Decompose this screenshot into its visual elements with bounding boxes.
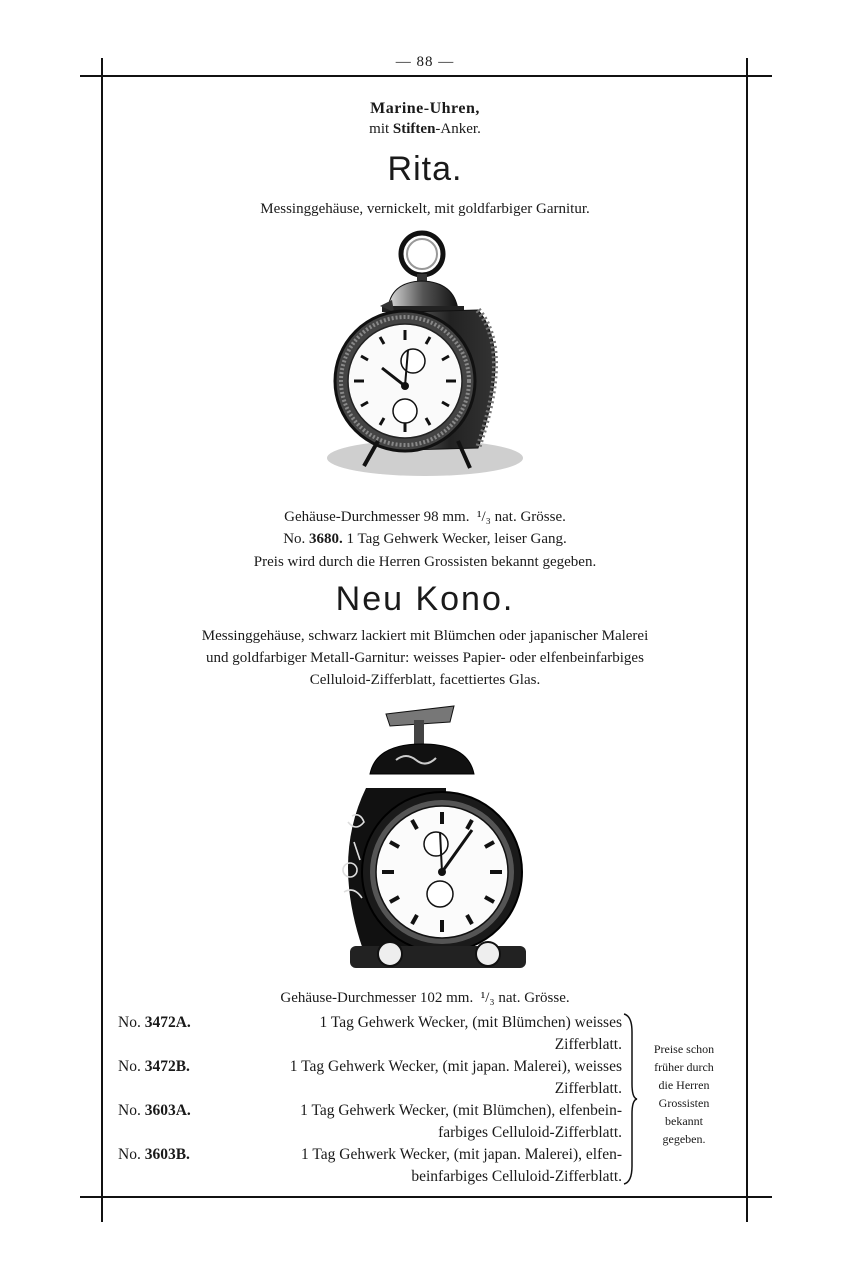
list-item: No. 3603A. 1 Tag Gehwerk Wecker, (mit Blümchen), elfenbein- farbiges Celluloid-Zifferblatt.: [118, 1102, 622, 1141]
kono-title: Neu Kono.: [335, 580, 515, 618]
rita-order: No. 3680. 1 Tag Gehwerk Wecker, leiser Gang.: [283, 531, 567, 547]
price-note-line: früher durch: [654, 1060, 714, 1074]
price-note-line: bekannt: [665, 1114, 703, 1128]
page-number: — 88 —: [395, 54, 455, 70]
price-note-line: gegeben.: [662, 1132, 706, 1146]
section-heading: Marine-Uhren,: [370, 100, 480, 117]
rita-title: Rita.: [387, 150, 463, 188]
top-rule: [80, 75, 772, 77]
rita-figure-caption: Gehäuse-Durchmesser 98 mm. ¹/₃ nat. Grösse.: [284, 509, 566, 525]
decorated-alarm-clock-illustration-icon: [326, 702, 526, 977]
alarm-clock-illustration-icon: [320, 226, 530, 496]
section-subheading: mit Stiften-Anker.: [369, 121, 481, 137]
price-note-line: Preise schon: [653, 1042, 715, 1056]
list-item: No. 3472B. 1 Tag Gehwerk Wecker, (mit japan. Malerei), weisses Zifferblatt.: [118, 1058, 622, 1097]
rita-description: Messinggehäuse, vernickelt, mit goldfarbiger Garnitur.: [260, 201, 590, 217]
list-item: No. 3472A. 1 Tag Gehwerk Wecker, (mit Blümchen) weisses Zifferblatt.: [118, 1014, 622, 1053]
kono-figure-caption: Gehäuse-Durchmesser 102 mm. ¹/₃ nat. Grösse.: [280, 990, 570, 1006]
price-note-line: die Herren: [658, 1078, 710, 1092]
price-note-line: Grossisten: [658, 1096, 710, 1110]
bottom-rule: [80, 1196, 772, 1198]
kono-order-list: [118, 1012, 622, 1188]
list-item: No. 3603B. 1 Tag Gehwerk Wecker, (mit japan. Malerei), elfen- beinfarbiges Celluloid-Zifferblatt.: [118, 1146, 622, 1185]
kono-description-line-1: Messinggehäuse, schwarz lackiert mit Blümchen oder japanischer Malerei: [201, 628, 649, 644]
rita-price-note: Preis wird durch die Herren Grossisten bekannt gegeben.: [253, 554, 597, 570]
kono-price-note: [634, 1040, 734, 1148]
kono-description-line-2: und goldfarbiger Metall-Garnitur: weisses Papier- oder elfenbeinfarbiges: [206, 650, 644, 666]
kono-description-line-3: Celluloid-Zifferblatt, facettiertes Glas.: [309, 672, 541, 688]
